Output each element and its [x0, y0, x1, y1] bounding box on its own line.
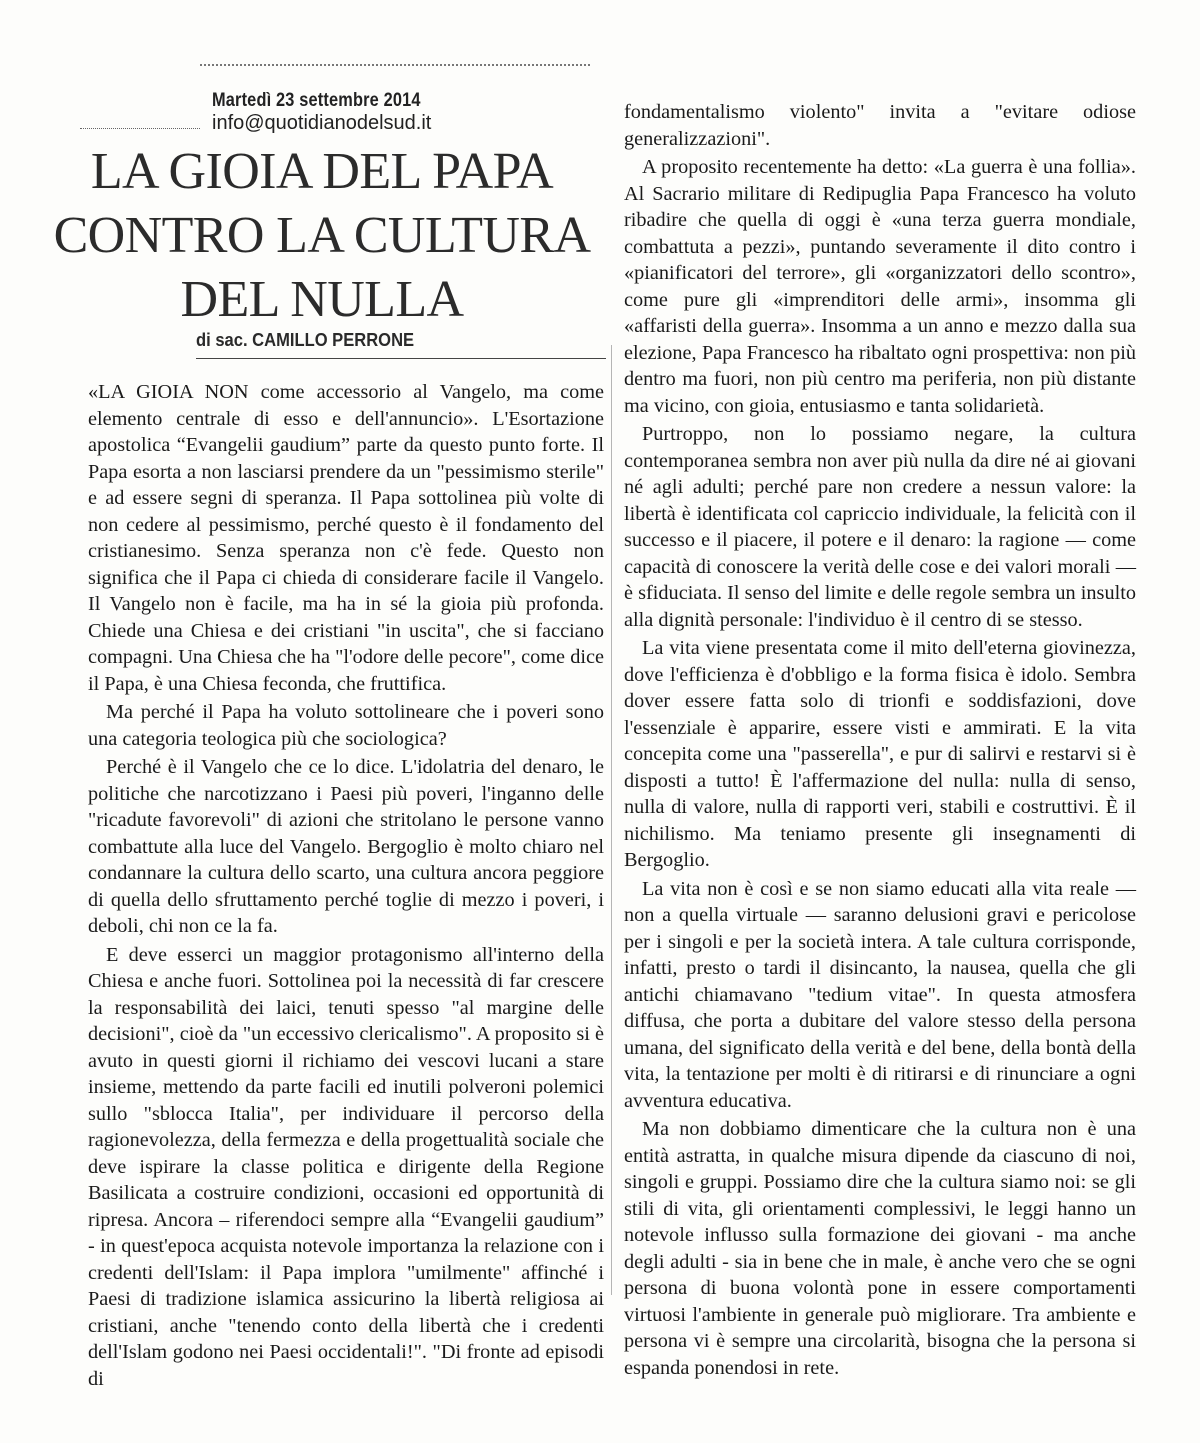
paragraph: Perché è il Vangelo che ce lo dice. L'idolatria del denaro, le politiche che narcotizzano i Paesi più poveri, l'inganno delle "ricadute favorevoli" di azioni che stritolano le persone vanno combattute alla luce del Vangelo. Bergoglio è molto chiaro nel condannare la cultura dello scarto, una cultura ancora peggiore di quella dello sfruttamento perché toglie di mezzo i poveri, i deboli, chi non ce la fa. — [88, 756, 604, 937]
article-byline: di sac. CAMILLO PERRONE — [196, 330, 415, 350]
paragraph: La vita non è così e se non siamo educati alla vita reale — non a quella virtuale — saranno delusioni gravi e pericolose per i singoli e per la società intera. A tale cultura corrisponde, infatti, presto o tardi il disincanto, la nausea, quella che gli antichi chiamavano "tedium vitae". In questa atmosfera diffusa, che porta a dubitare del valore stesso della persona umana, del significato della verità e del bene, della bontà della vita, la tentazione per molti è di ritirarsi e di rinunciare a ogni avventura educativa. — [624, 877, 1136, 1112]
top-dotted-rule — [200, 64, 590, 66]
paragraph: Ma non dobbiamo dimenticare che la cultura non è una entità astratta, in qualche misura dipende da ciascuno di noi, singoli e gruppi. Possiamo dire che la cultura siamo noi: se gli stili di vita, gli orientamenti complessivi, le leggi hanno un notevole influsso sulla formazione dei giovani - ma anche degli adulti - sia in bene che in male, è anche vero che se ogni persona di buona volontà pone in essere comportamenti virtuosi l'ambiente in generale può migliorare. Tra ambiente e persona vi è sempre una circolarità, bisogna che la persona si espanda ponendosi in rete. — [624, 1118, 1136, 1379]
byline-rule — [196, 358, 606, 359]
article-column-left — [88, 379, 604, 1394]
paragraph: A proposito recentemente ha detto: «La guerra è una follia». Al Sacrario militare di Redipuglia Papa Francesco ha voluto ribadire che quella di oggi è «una terza guerra mondiale, combattuta a pezzi», puntando severamente il dito contro i «pianificatori del terrore», gli «organizzatori dello scontro», come pure gli «imprenditori delle armi», insomma gli «affaristi della guerra». Insomma a un anno e mezzo dalla sua elezione, Papa Francesco ha ribaltato ogni prospettiva: non più dentro ma fuori, non più centro ma periferia, non più distante ma vicino, con gioia, entusiasmo e tanta solidarietà. — [624, 156, 1136, 417]
paragraph: «LA GIOIA NON come accessorio al Vangelo, ma come elemento centrale di esso e dell'annuncio». L'Esortazione apostolica “Evangelii gaudium” parte da questo punto forte. Il Papa esorta a non lasciarsi prendere da un "pessimismo sterile" e ad essere segni di speranza. Il Papa sottolinea più volte di non cedere al pessimismo, perché questo è il fondamento del cristianesimo. Senza speranza non c'è fede. Questo non significa che il Papa ci chieda di considerare facile il Vangelo. Il Vangelo non è facile, ma ha in sé la gioia più profonda. Chiede una Chiesa e dei cristiani "in uscita", che si facciano compagni. Una Chiesa che ha "l'odore delle pecore", come dice il Papa, è una Chiesa feconda, che fruttifica. — [88, 381, 604, 695]
paragraph: Purtroppo, non lo possiamo negare, la cultura contemporanea sembra non aver più nulla da dire né ai giovani né agli adulti; perché pare non credere a nessun valore: la libertà è identificata col capriccio individuale, la felicità con il successo e il piacere, il potere e il denaro: la ragione — come capacità di conoscere la verità delle cose e dei valori morali — è sfiduciata. Il senso del limite e delle regole sembra un insulto alla dignità personale: l'individuo è il centro di se stesso. — [624, 423, 1136, 631]
article-title: LA GIOIA DEL PAPA CONTRO LA CULTURA DEL NULLA — [53, 143, 591, 328]
paragraph: fondamentalismo violento" invita a "evitare odiose generalizzazioni". — [624, 101, 1136, 150]
paragraph: La vita viene presentata come il mito dell'eterna giovinezza, dove l'efficienza è d'obbligo e la forma fisica è idolo. Sembra dover essere fatta solo di trionfi e soddisfazioni, dove l'essenziale è apparire, essere visti e ammirati. E la vita concepita come una "passerella", e pur di salirvi e restarvi si è disposti a tutto! È l'affermazione del nulla: nulla di senso, nulla di valore, nulla di rapporti veri, stabili e costruttivi. È il nichilismo. Ma teniamo presente gli insegnamenti di Bergoglio. — [624, 637, 1136, 871]
paragraph: Ma perché il Papa ha voluto sottolineare che i poveri sono una categoria teologica più che sociologica? — [88, 701, 604, 750]
column-divider — [611, 345, 612, 1295]
paragraph: E deve esserci un maggior protagonismo all'interno della Chiesa e anche fuori. Sottolinea poi la necessità di far crescere la responsabilità dei laici, tenuti spesso "al margine delle decisioni", cioè da "un eccessivo clericalismo". A proposito si è avuto in questi giorni il richiamo dei vescovi lucani a stare insieme, mettendo da parte facili ed inutili polveroni polemici sullo "sblocca Italia", per individuare il percorso della ragionevolezza, della fermezza e della progettualità sociale che deve ispirare la classe politica e dirigente della Regione Basilicata a costruire condizioni, occasioni ed opportunità di ripresa. Ancora – riferendoci sempre alla “Evangelii gaudium” - in quest'epoca acquista notevole importanza la relazione con i credenti dell'Islam: il Papa implora "umilmente" affinché i Paesi di tradizione islamica assicurino la libertà religiosa ai cristiani, anche "tenendo conto della libertà che i credenti dell'Islam godono nei Paesi occidentali!". "Di fronte ad episodi di — [88, 943, 604, 1390]
article-column-right — [624, 99, 1136, 1383]
header-dotted-rule — [80, 128, 200, 129]
newspaper-email: info@quotidianodelsud.it — [212, 112, 432, 134]
issue-date: Martedì 23 settembre 2014 — [212, 90, 421, 111]
